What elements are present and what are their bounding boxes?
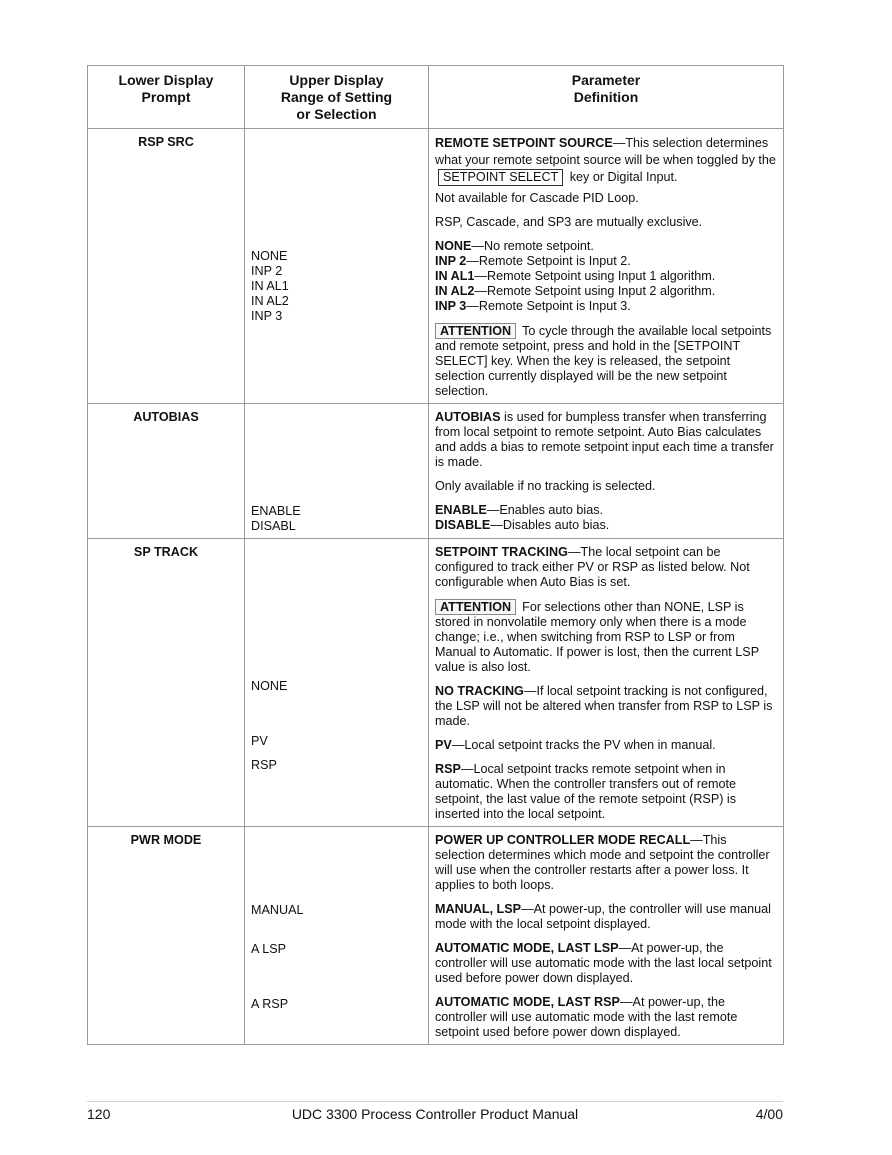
- definition-title: SETPOINT TRACKING: [435, 545, 568, 559]
- option-term: PV: [435, 738, 452, 752]
- attention-text: For selections other than NONE, LSP is stored in nonvolatile memory only when there is a mode change; i.e., when switching from RSP to LSP or from Manual to Automatic. If power is lost, then the current LSP value is also lost.: [435, 600, 759, 674]
- option-term: IN AL1: [435, 269, 475, 283]
- prompt-rsp-src: RSP SRC: [88, 129, 245, 404]
- range-value: MANUAL: [251, 903, 304, 917]
- option-item: [435, 254, 777, 269]
- option-term: IN AL2: [435, 284, 475, 298]
- option-term: DISABLE: [435, 518, 491, 532]
- option-item: [435, 284, 777, 299]
- attention-badge: ATTENTION: [435, 599, 516, 615]
- option-term: AUTOMATIC MODE, LAST LSP: [435, 941, 619, 955]
- definition-text: —The local setpoint can be configured to track either PV or RSP as listed below. Not configurable when Auto Bias is set.: [435, 545, 750, 589]
- definition-title: REMOTE SETPOINT SOURCE: [435, 136, 613, 150]
- option-item: [435, 299, 777, 314]
- range-cell: [245, 129, 429, 404]
- table-row: [88, 827, 784, 1045]
- option-desc: —Remote Setpoint is Input 2.: [466, 254, 631, 268]
- definition-note: Not available for Cascade PID Loop.: [435, 191, 639, 205]
- option-list: [435, 239, 777, 314]
- option-term: INP 2: [435, 254, 467, 268]
- range-value: ENABLE: [251, 504, 301, 518]
- range-value: A RSP: [251, 997, 289, 1011]
- definition-cell: [429, 129, 784, 404]
- option-item: [435, 684, 777, 729]
- range-value: A LSP: [251, 942, 287, 956]
- definition-paragraph: [435, 135, 777, 186]
- header-parameter-definition: Parameter Definition: [429, 66, 784, 129]
- option-desc: —Local setpoint tracks remote setpoint when in automatic. When the controller transfers out of remote setpoint, the last value of the remote setpoint (RSP) is inserted into the local setpoint.: [435, 762, 737, 821]
- option-item: [435, 902, 777, 932]
- option-desc: —No remote setpoint.: [471, 239, 594, 253]
- option-term: NO TRACKING: [435, 684, 524, 698]
- option-term: INP 3: [435, 299, 467, 313]
- definition-cell: [429, 539, 784, 827]
- option-item: [435, 738, 777, 753]
- attention-badge: ATTENTION: [435, 323, 516, 339]
- option-item: [435, 995, 777, 1040]
- definition-title: AUTOBIAS: [435, 410, 501, 424]
- option-desc: —If local setpoint tracking is not configured, the LSP will not be altered when transfer from RSP to LSP is made.: [435, 684, 773, 728]
- option-desc: —Local setpoint tracks the PV when in manual.: [451, 738, 716, 752]
- definition-note: Only available if no tracking is selected.: [435, 479, 656, 493]
- definition-text: —This selection determines what your remote setpoint source will be when toggled by the: [435, 136, 776, 167]
- option-desc: —Remote Setpoint using Input 2 algorithm.: [474, 284, 716, 298]
- attention-note: [435, 599, 777, 675]
- table-row: [88, 404, 784, 539]
- option-term: MANUAL, LSP: [435, 902, 522, 916]
- range-value: DISABL: [251, 519, 296, 533]
- table-row: [88, 129, 784, 404]
- manual-title: UDC 3300 Process Controller Product Manual: [291, 1106, 579, 1122]
- option-term: RSP: [435, 762, 461, 776]
- footer-divider: [87, 1101, 783, 1102]
- option-list: [435, 503, 777, 533]
- parameter-table: [87, 65, 784, 1045]
- range-value: IN AL1: [251, 279, 289, 293]
- definition-paragraph: [435, 833, 777, 893]
- option-desc: —At power-up, the controller will use automatic mode with the last local setpoint used before power down displayed.: [435, 941, 772, 985]
- option-desc: —Remote Setpoint using Input 1 algorithm.: [474, 269, 716, 283]
- prompt-sp-track: SP TRACK: [88, 539, 245, 827]
- attention-note: [435, 323, 777, 399]
- option-item: [435, 762, 777, 822]
- option-item: [435, 503, 777, 518]
- definition-paragraph: [435, 410, 777, 470]
- option-item: [435, 941, 777, 986]
- definition-text: is used for bumpless transfer when transferring from local setpoint to remote setpoint. Auto Bias calculates and adds a bias to remote setpoint input each time a transfer is made.: [435, 410, 774, 469]
- range-cell: [245, 404, 429, 539]
- range-value: NONE: [251, 249, 288, 263]
- setpoint-select-key: SETPOINT SELECT: [438, 169, 563, 186]
- revision-date: 4/00: [755, 1106, 783, 1122]
- table-header-row: [88, 66, 784, 129]
- range-value: INP 2: [251, 264, 283, 278]
- option-item: [435, 518, 777, 533]
- range-cell: [245, 539, 429, 827]
- option-item: [435, 239, 777, 254]
- range-value: PV: [251, 734, 268, 748]
- definition-text: key or Digital Input.: [569, 170, 678, 184]
- range-value: IN AL2: [251, 294, 289, 308]
- header-upper-display-range: Upper Display Range of Setting or Selection: [245, 66, 429, 129]
- prompt-pwr-mode: PWR MODE: [88, 827, 245, 1045]
- definition-title: POWER UP CONTROLLER MODE RECALL: [435, 833, 691, 847]
- range-value: NONE: [251, 679, 288, 693]
- definition-text: —This selection determines which mode and setpoint the controller will use when the controller restarts after a power loss. It applies to both loops.: [435, 833, 770, 892]
- range-value: INP 3: [251, 309, 283, 323]
- option-desc: —Remote Setpoint is Input 3.: [466, 299, 631, 313]
- page-number: 120: [87, 1106, 111, 1122]
- option-term: ENABLE: [435, 503, 487, 517]
- page-footer: [87, 1105, 783, 1123]
- prompt-autobias: AUTOBIAS: [88, 404, 245, 539]
- option-desc: —At power-up, the controller will use manual mode with the local setpoint displayed.: [435, 902, 771, 931]
- option-desc: —At power-up, the controller will use automatic mode with the last remote setpoint used before power down displayed.: [435, 995, 738, 1039]
- option-term: AUTOMATIC MODE, LAST RSP: [435, 995, 620, 1009]
- definition-cell: [429, 827, 784, 1045]
- range-cell: [245, 827, 429, 1045]
- option-desc: —Disables auto bias.: [490, 518, 610, 532]
- range-value: RSP: [251, 758, 277, 772]
- definition-cell: [429, 404, 784, 539]
- header-lower-display-prompt: Lower Display Prompt: [88, 66, 245, 129]
- option-item: [435, 269, 777, 284]
- table-row: [88, 539, 784, 827]
- definition-note: RSP, Cascade, and SP3 are mutually exclusive.: [435, 215, 703, 229]
- attention-text: To cycle through the available local setpoints and remote setpoint, press and hold in the [SETPOINT SELECT] key. When the key is released, the setpoint selection currently displayed will be the new setpoint selection.: [435, 324, 772, 398]
- definition-paragraph: [435, 545, 777, 590]
- option-desc: —Enables auto bias.: [486, 503, 603, 517]
- option-term: NONE: [435, 239, 472, 253]
